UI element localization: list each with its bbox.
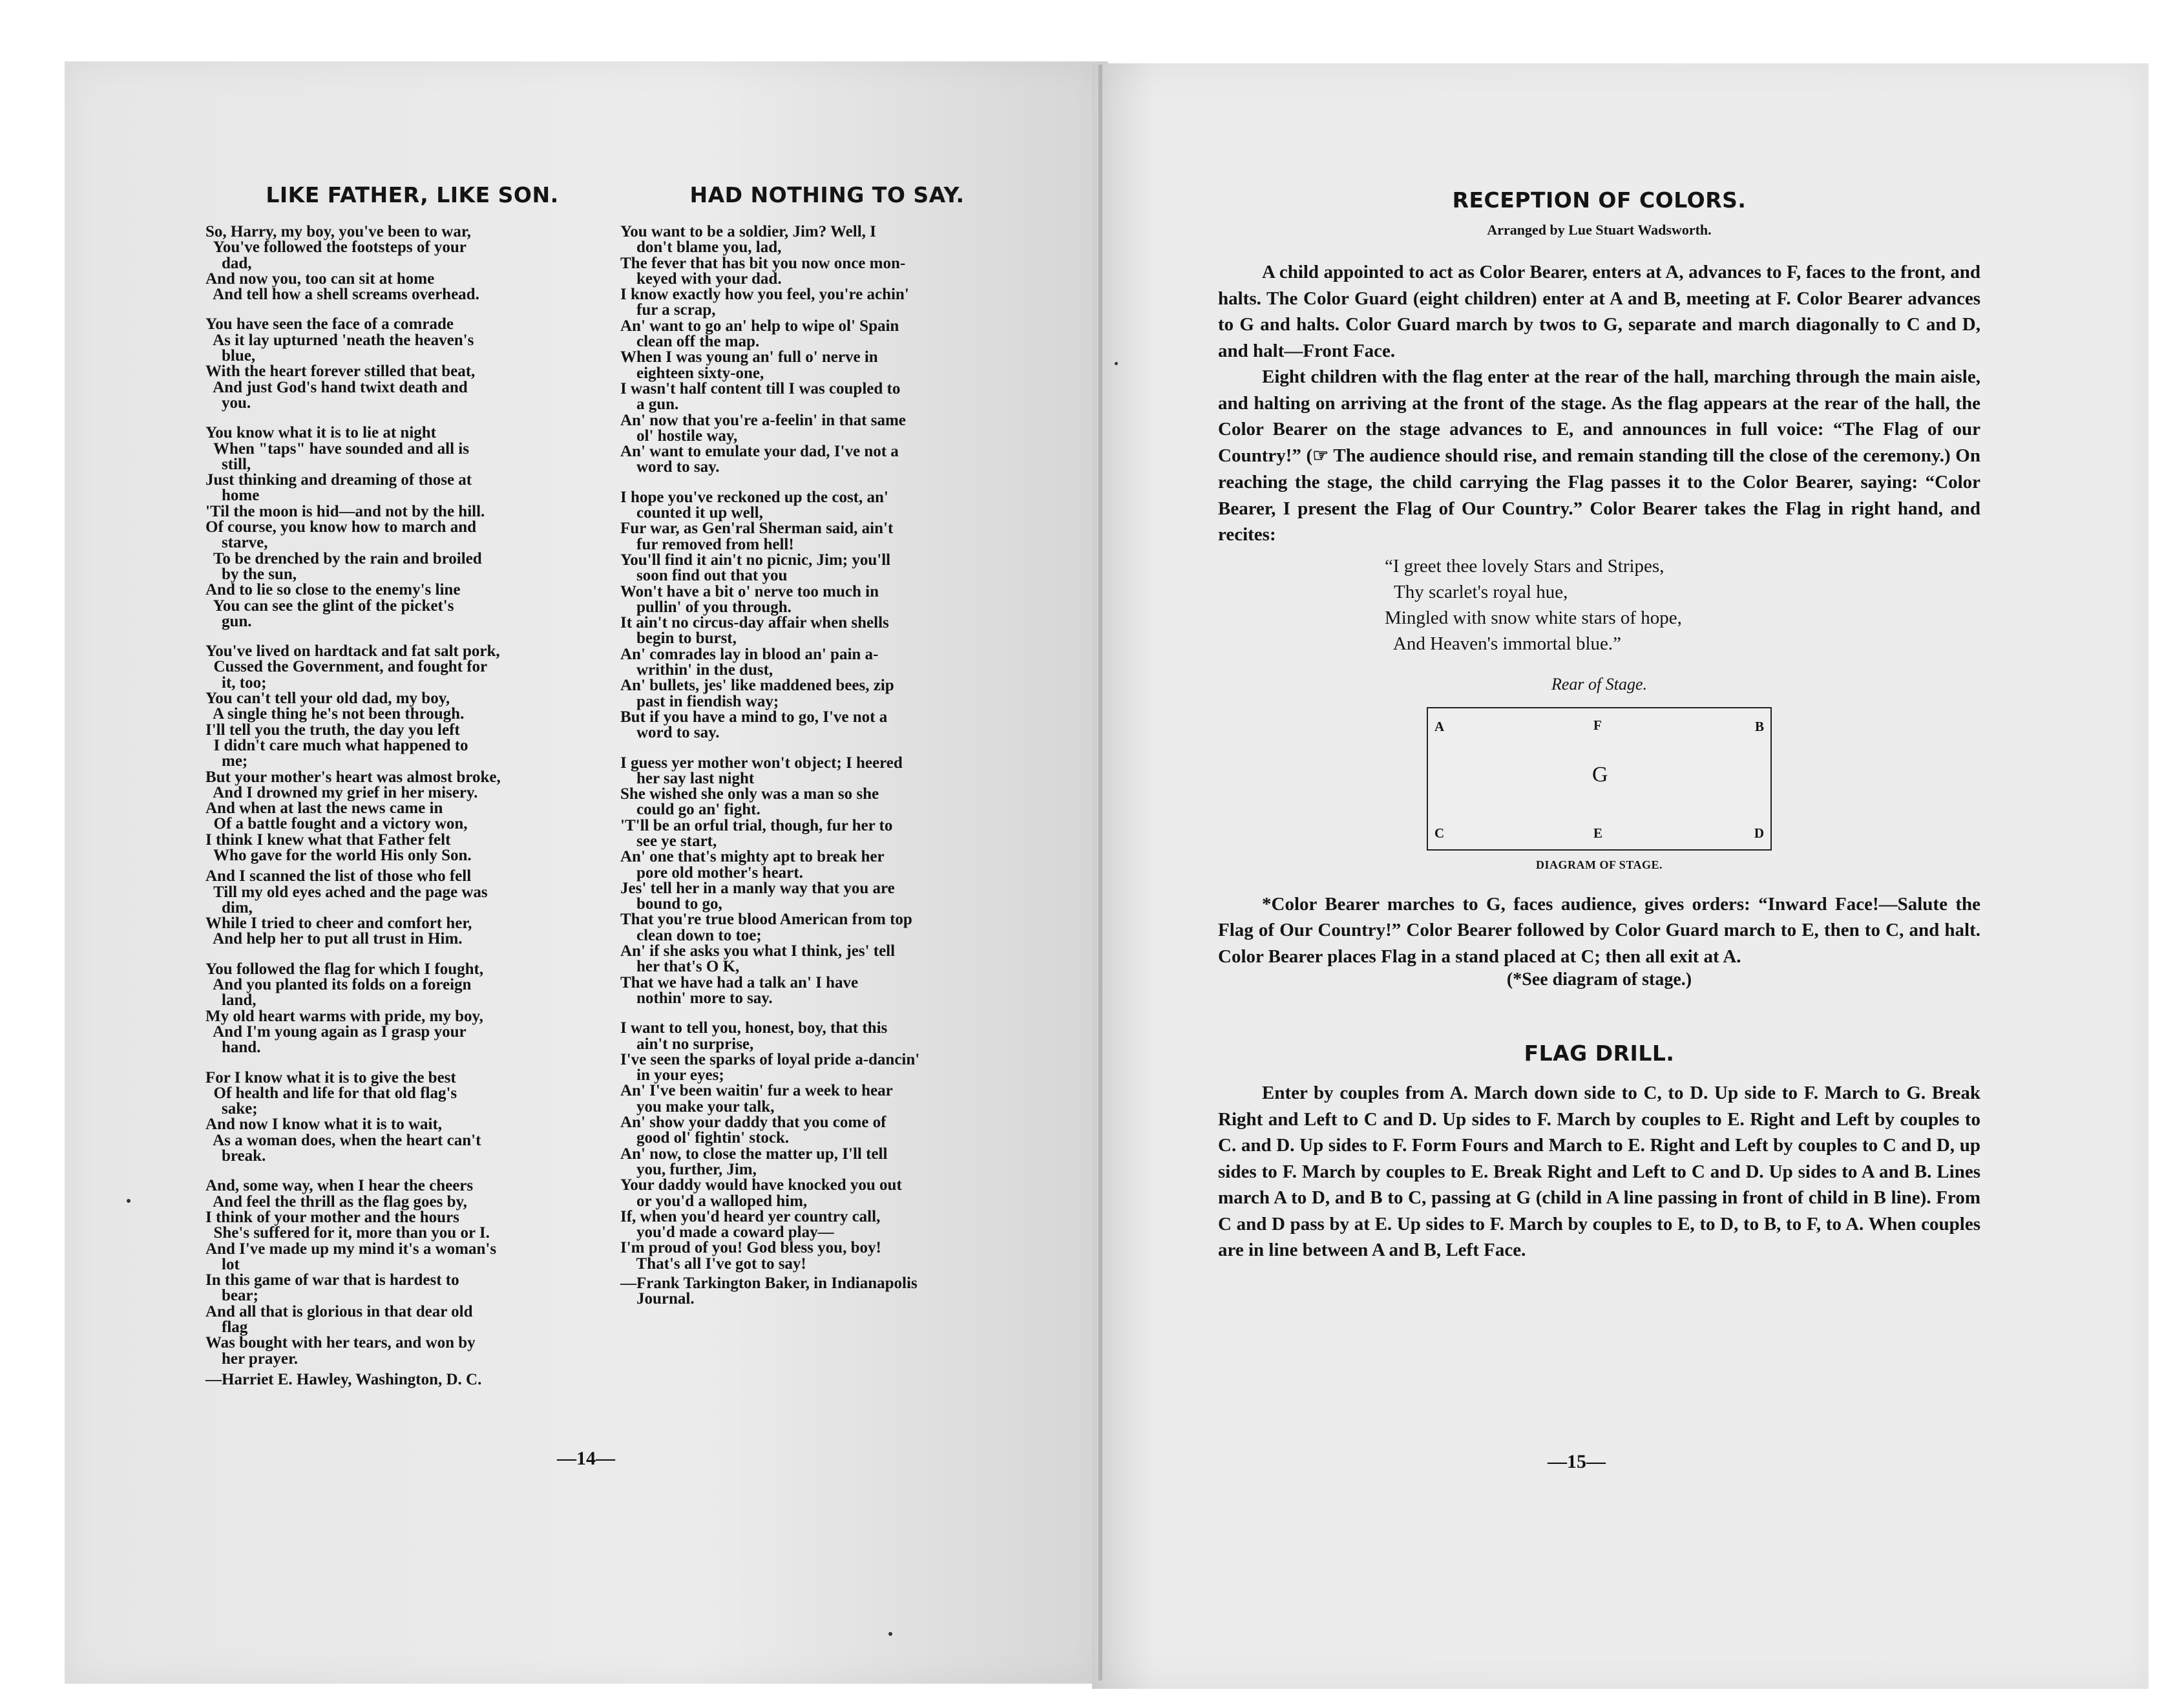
flag-drill-text: Enter by couples from A. March down side to C, to D. Up side to F. March to G. Break Right and Left to C and D. Up sides to F. March by couples to E. Right and Left by couples to C. and D. Up sides to F. Form Fours and March to E. Right and Left by couples to C and D, up sides to F. March by couples to E. Break Right and Left to C and D. Up sides to A and B. Lines march A to D, and B to C, passing at G (child in A line passing in front of child in B line). From C and D pass by at E. Up sides to F. March by couples to E, to D, to B, to F, to A. When couples are in line between A and B, Left Face. bbox=[1218, 1083, 1980, 1260]
diagram-caption: DIAGRAM OF STAGE. bbox=[1535, 858, 1663, 871]
stage-diagram bbox=[1427, 707, 1772, 851]
poem1-stanza: For I know what it is to give the best Of health and life for that old flag's sake; And now I know what it is to wait, As a woman does, when the heart can't break. bbox=[205, 1068, 481, 1165]
poem1-stanza: And I scanned the list of those who fell Till my old eyes ached and the page was dim, While I tried to cheer and comfort her, And help her to put all trust in Him. bbox=[205, 867, 488, 948]
page-gutter bbox=[1098, 65, 1102, 1680]
flag-drill-title: FLAG DRILL. bbox=[1524, 1041, 1675, 1066]
poem-had-nothing-to-say bbox=[620, 182, 1034, 1307]
poem1-stanza: You've lived on hardtack and fat salt pork, Cussed the Government, and fought for it, too; You can't tell your old dad, my boy, A single thing he's not been through. I'll tell you the truth, the day you left I didn't care much what happened to me; But your mother's heart was almost broke, And I drowned my grief in her misery. And when at last the news came in Of a battle fought and a victory won, I think I knew what that Father felt Who gave for the world His only Son. bbox=[205, 642, 501, 864]
stage-point-f: F bbox=[1593, 717, 1602, 733]
recitation-line: Thy scarlet's royal hue, bbox=[1385, 581, 1568, 602]
diagram-note: (*See diagram of stage.) bbox=[1506, 969, 1692, 990]
recitation-line: And Heaven's immortal blue.” bbox=[1385, 633, 1622, 654]
reception-of-colors-section bbox=[1218, 187, 1980, 1264]
stage-point-b: B bbox=[1754, 718, 1764, 734]
paper-speck bbox=[127, 1199, 131, 1203]
rear-of-stage-label: Rear of Stage. bbox=[1551, 674, 1648, 694]
poem2-title: HAD NOTHING TO SAY. bbox=[689, 182, 965, 207]
stage-point-e: E bbox=[1593, 825, 1603, 841]
reception-title: RECEPTION OF COLORS. bbox=[1452, 187, 1747, 213]
paper-speck bbox=[888, 1632, 892, 1636]
reception-paragraph-1: A child appointed to act as Color Bearer, enters at A, advances to F, faces to the front, and halts. The Color Guard (eight children) enter at A and B, meeting at F. Color Bearer advances to G and halts. Color Guard march by twos to G, separate and march diagonally to C and D, and halt—Front Face. bbox=[1218, 262, 1980, 361]
poem2-stanza: I want to tell you, honest, boy, that this ain't no surprise, I've seen the sparks of loyal pride a-dancin' in your eyes; An' I've been waitin' fur a week to hear you make your talk, An' show your daddy that you come of good ol' fightin' stock. An' now, to close the matter up, I'll tell you, further, Jim, Your daddy would have knocked you out or you'd a walloped him, If, when you'd heard yer country call, you'd made a coward play— I'm proud of you! God bless you, boy! That's all I've got to say! bbox=[620, 1019, 920, 1273]
poem1-stanza: You know what it is to lie at night When "taps" have sounded and all is still, Just thinking and dreaming of those at home 'Til the moon is hid—and not by the hill. Of course, you know how to march and starve, To be drenched by the rain and broiled by the sun, And to lie so close to the enemy's line You can see the glint of the picket's gun. bbox=[205, 424, 485, 630]
reception-paragraph-2 bbox=[1218, 364, 1980, 548]
paragraph-2-part-b: The audience should rise, and remain standing till the close of the ceremony.) On reaching the stage, the child carrying the Flag passes it to the Color Bearer, saying: “Color Bearer, I present the Flag of Our Country.” Color Bearer takes the Flag in right hand, and recites: bbox=[1218, 445, 1980, 545]
poem1-stanza: You have seen the face of a comrade As it lay upturned 'neath the heaven's blue, With the heart forever stilled that beat, And just God's hand twixt death and you. bbox=[205, 315, 476, 412]
poem2-attribution: —Frank Tarkington Baker, in Indianapolis Journal. bbox=[620, 1275, 918, 1308]
stage-point-a: A bbox=[1434, 718, 1445, 734]
page-number-15: —15— bbox=[1548, 1451, 1606, 1472]
recitation-verse bbox=[1385, 553, 1980, 657]
poem2-stanza: You want to be a soldier, Jim? Well, I don't blame you, lad, The fever that has bit you now once mon- keyed with your dad. I know exactly how you feel, you're achin' fur a scrap, An' want to go an' help to wipe ol' Spain clean off the map. When I was young an' full o' nerve in eighteen sixty-one, I wasn't half content till I was coupled to a gun. An' now that you're a-feelin' in that same ol' hostile way, An' want to emulate your dad, I've not a word to say. bbox=[620, 223, 909, 476]
pointing-hand-icon: ☞ bbox=[1312, 445, 1329, 466]
poem1-stanza: And, some way, when I hear the cheers And feel the thrill as the flag goes by, I think of your mother and the hours She's suffered for it, more than you or I. And I've made up my mind it's a woman's lot In this game of war that is hardest to bear; And all that is glorious in that dear old flag Was bought with her tears, and won by her prayer. bbox=[205, 1177, 497, 1368]
poem2-stanza: I hope you've reckoned up the cost, an' counted it up well, Fur war, as Gen'ral Sherman said, ain't fur removed from hell! You'll find it ain't no picnic, Jim; you'll soon find out that you Won't have a bit o' nerve too much in pullin' of you through. It ain't no circus-day affair when shells begin to burst, An' comrades lay in blood an' pain a- writhin' in the dust, An' bullets, jes' like maddened bees, zip past in fiendish way; But if you have a mind to go, I've not a word to say. bbox=[620, 488, 894, 742]
paragraph-2-part-a: Eight children with the flag enter at the rear of the hall, marching through the main aisle, and halting on arriving at the front of the stage. As the flag appears at the rear of the hall, the Color Bearer on the stage advances to E, and announces in full voice: “The Flag of our Country!” ( bbox=[1218, 366, 1980, 466]
recitation-line: Mingled with snow white stars of hope, bbox=[1385, 607, 1682, 628]
poem1-attribution: —Harriet E. Hawley, Washington, D. C. bbox=[205, 1370, 482, 1388]
reception-byline: Arranged by Lue Stuart Wadsworth. bbox=[1487, 222, 1712, 238]
paper-speck bbox=[1115, 362, 1118, 365]
poem2-stanza: I guess yer mother won't object; I heered her say last night She wished she only was a man so she could go an' fight. 'T'll be an orful trial, though, fur her to see ye start, An' one that's mighty apt to break her pore old mother's heart. Jes' tell her in a manly way that you are bound to go, That you're true blood American from top clean down to toe; An' if she asks you what I think, jes' tell her that's O K, That we have had a talk an' I have nothin' more to say. bbox=[620, 754, 912, 1007]
page-number-14: —14— bbox=[557, 1448, 615, 1469]
poem1-title: LIKE FATHER, LIKE SON. bbox=[266, 182, 559, 207]
stage-point-c: C bbox=[1434, 825, 1445, 841]
recitation-line: “I greet thee lovely Stars and Stripes, bbox=[1385, 555, 1664, 577]
poem1-stanza: So, Harry, my boy, you've been to war, You've followed the footsteps of your dad, And now you, too can sit at home And tell how a shell screams overhead. bbox=[205, 223, 479, 304]
reception-paragraph-3: *Color Bearer marches to G, faces audience, gives orders: “Inward Face!—Salute the Flag of Our Country!” Color Bearer followed by Color Guard march to E, then to C, and halt. Color Bearer places Flag in a stand placed at C; then all exit at A. bbox=[1218, 893, 1980, 967]
stage-point-d: D bbox=[1754, 825, 1764, 841]
poem1-stanza: You followed the flag for which I fought, And you planted its folds on a foreign land, My old heart warms with pride, my boy, And I'm young again as I grasp your hand. bbox=[205, 960, 484, 1057]
poem-like-father-like-son bbox=[205, 182, 619, 1388]
stage-point-g: G bbox=[1592, 762, 1608, 787]
